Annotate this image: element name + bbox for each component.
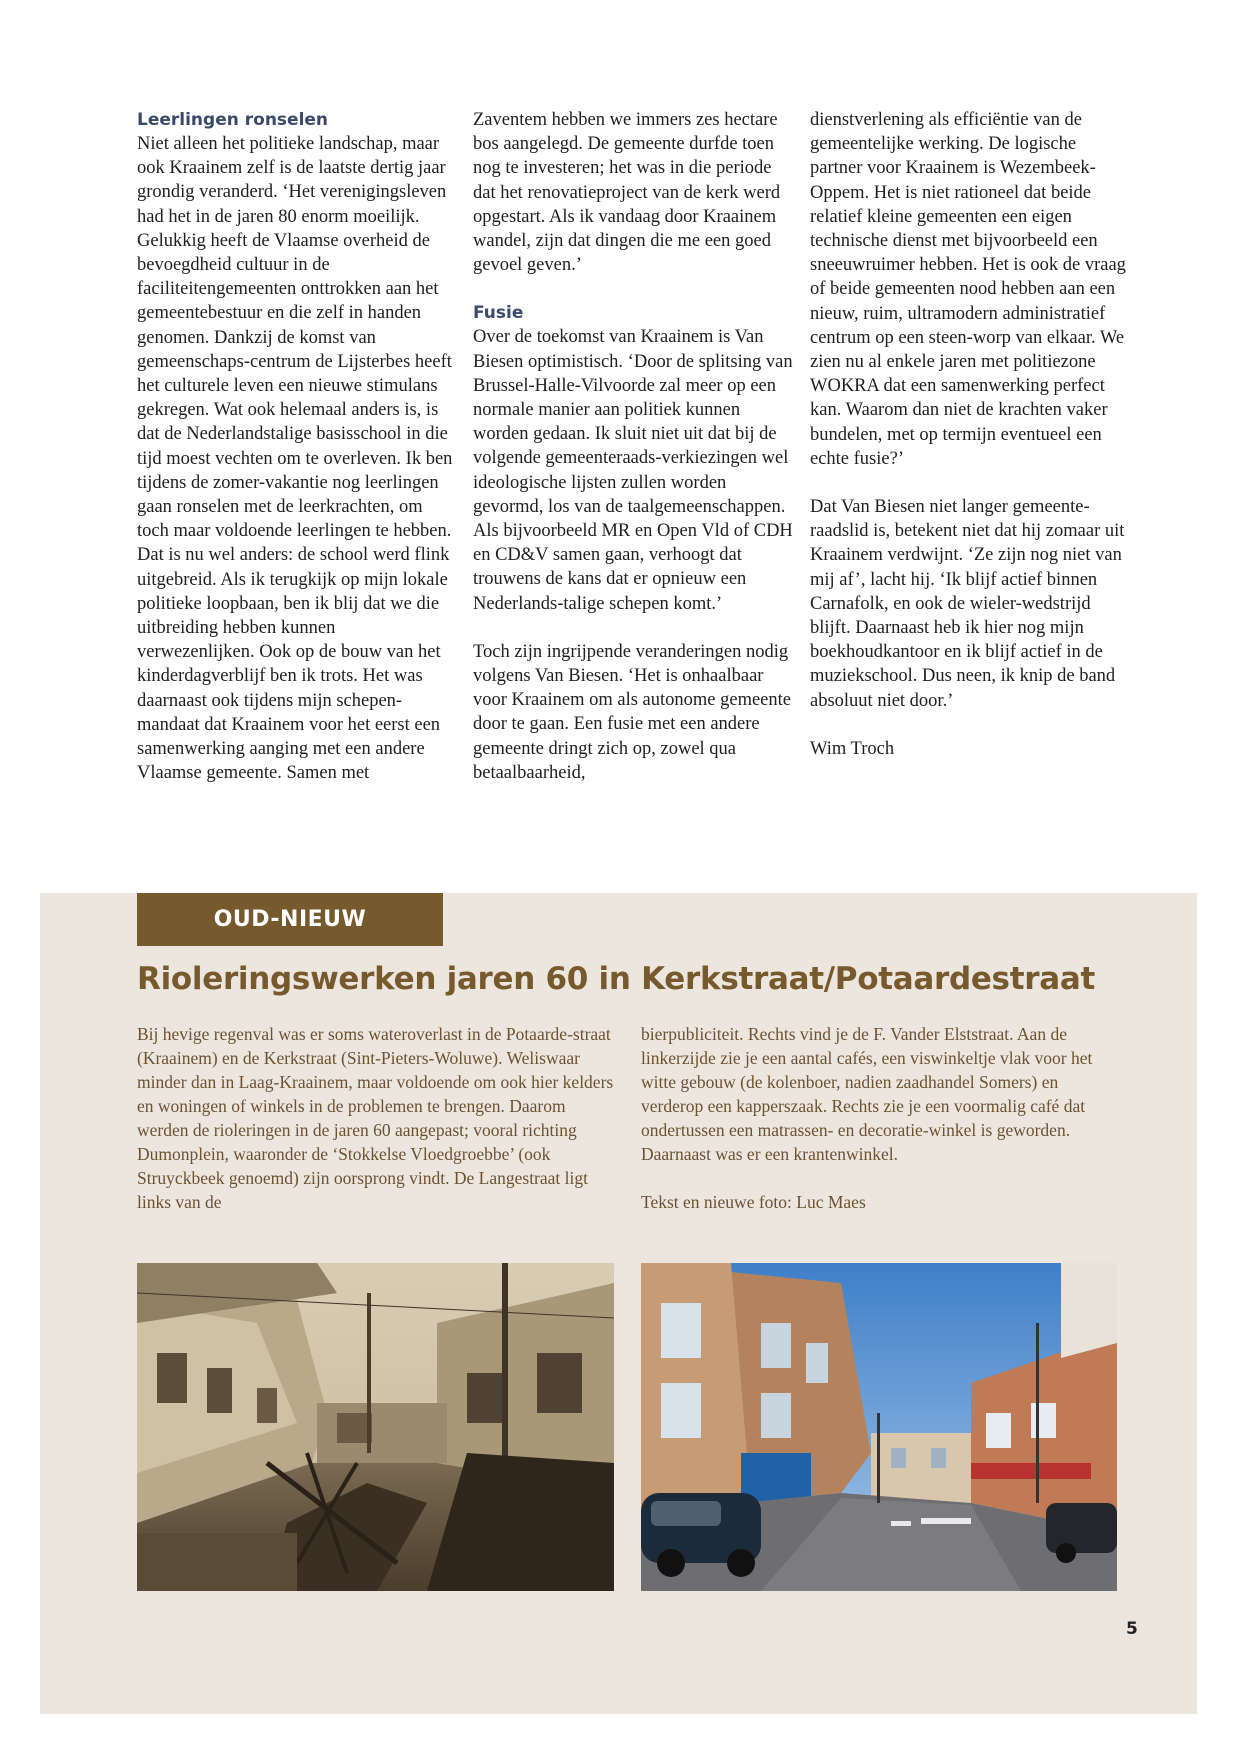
author-byline: Wim Troch <box>810 738 895 759</box>
paragraph: Zaventem hebben we immers zes hectare bos aangelegd. De gemeente durfde toen nog te investeren; het was in die periode dat het renovatieproject van de kerk werd opgestart. Als ik vandaag door Kraainem wandel, zijn dat dingen die me een goed gevoel geven.’ <box>473 110 781 276</box>
oud-nieuw-section <box>40 893 1197 1714</box>
paragraph: Dat Van Biesen niet langer gemeente-raadslid is, betekent niet dat hij zomaar uit Kraainem verdwijnt. ‘Ze zijn nog niet van mij af’, lacht hij. ‘Ik blijf actief binnen Carnafolk, en ook de wieler-wedstrijd blijft. Daarnaast heb ik hier nog mijn boekhoudkantoor en ik blijf actief in de muziekschool. Dus neen, ik knip de band absoluut niet door.’ <box>810 497 1125 711</box>
section-text-left <box>137 1022 617 1238</box>
section-headline: Rioleringswerken jaren 60 in Kerkstraat/Potaardestraat <box>137 961 1095 997</box>
paragraph: Over de toekomst van Kraainem is Van Biesen optimistisch. ‘Door de splitsing van Brussel-Halle-Vilvoorde zal meer op een normale manier aan politiek kunnen worden gedaan. Ik sluit niet uit dat bij de volgende gemeenteraads-verkiezingen wel ideologische lijsten zullen worden gevormd, los van de taalgemeenschappen. Als bijvoorbeeld MR en Open Vld of CDH en CD&V samen gaan, verhoogt dat trouwens de kans dat er opnieuw een Nederlands-talige schepen komt.’ <box>473 327 793 614</box>
section-text-right <box>641 1022 1121 1238</box>
paragraph: dienstverlening als efficiëntie van de gemeentelijke werking. De logische partner voor Kraainem is Wezembeek-Oppem. Het is niet rationeel dat beide relatief kleine gemeenten een eigen technische dienst met bijvoorbeeld een sneeuwruimer hebben. Het is ook de vraag of beide gemeenten nood hebben aan een nieuw, ruim, ultramodern administratief centrum op een steen-worp van elkaar. We zien nu al enkele jaren met politiezone WOKRA dat een samenwerking perfect kan. Waarom dan niet de krachten vaker bundelen, met op termijn eventueel een echte fusie?’ <box>810 110 1126 469</box>
subheading-fusie: Fusie <box>473 303 524 324</box>
paragraph: Niet alleen het politieke landschap, maar ook Kraainem zelf is de laatste dertig jaar grondig veranderd. ‘Het verenigingsleven had het in de jaren 80 enorm moeilijk. Gelukkig heeft de Vlaamse overheid de bevoegdheid cultuur in de faciliteitengemeenten onttrokken aan het gemeentebestuur en die zelf in handen genomen. Dankzij de komst van gemeenschaps-centrum de Lijsterbes heeft het culturele leven een nieuwe stimulans gekregen. Wat ook helemaal anders is, is dat de Nederlandstalige basisschool in die tijd moest vechten om te overleven. Ik ben tijdens de zomer-vakantie nog leerlingen gaan ronselen met de leerkrachten, om toch maar voldoende leerlingen te hebben. Dat is nu wel anders: de school werd flink uitgebreid. Als ik terugkijk op mijn lokale politieke loopbaan, ben ik blij dat we die uitbreiding hebben kunnen verwezenlijken. Ook op de bouw van het kinderdagverblijf ben ik trots. Het was daarnaast ook tijdens mijn schepen-mandaat dat Kraainem voor het eerst een samenwerking aanging met een andere Vlaamse gemeente. Samen met <box>137 134 453 784</box>
page-number: 5 <box>1126 1619 1138 1639</box>
subheading-leerlingen-ronselen: Leerlingen ronselen <box>137 110 329 130</box>
article-column-1 <box>137 108 457 809</box>
new-street-photo <box>641 1263 1117 1591</box>
paragraph: Toch zijn ingrijpende veranderingen nodig volgens Van Biesen. ‘Het is onhaalbaar voor Kraainem om als autonome gemeente door te gaan. Een fusie met een andere gemeente dringt zich op, zowel qua betaalbaarheid, <box>473 641 791 783</box>
article-column-3 <box>810 108 1130 785</box>
old-street-photo <box>137 1263 614 1591</box>
photo-credit: Tekst en nieuwe foto: Luc Maes <box>641 1192 866 1212</box>
section-tag: OUD-NIEUW <box>137 893 443 946</box>
paragraph: bierpubliciteit. Rechts vind je de F. Vander Elststraat. Aan de linkerzijde zie je een aantal cafés, een viswinkeltje vlak voor het witte gebouw (de kolenboer, nadien zaadhandel Somers) en verderop een kapperszaak. Rechts zie je een voormalig café dat ondertussen een matrassen- en decoratie-winkel is geworden. Daarnaast was er een krantenwinkel. <box>641 1024 1093 1164</box>
paragraph: Bij hevige regenval was er soms wateroverlast in de Potaarde-straat (Kraainem) en de Kerkstraat (Sint-Pieters-Woluwe). Weliswaar minder dan in Laag-Kraainem, maar voldoende om ook hier kelders en woningen of winkels in de problemen te brengen. Daarom werden de rioleringen in de jaren 60 aangepast; vooral richting Dumonplein, waaronder de ‘Stokkelse Vloedgroebbe’ (ook Struyckbeek genoemd) zijn oorsprong vindt. De Langestraat ligt links van de <box>137 1024 614 1212</box>
article-column-2 <box>473 108 793 809</box>
